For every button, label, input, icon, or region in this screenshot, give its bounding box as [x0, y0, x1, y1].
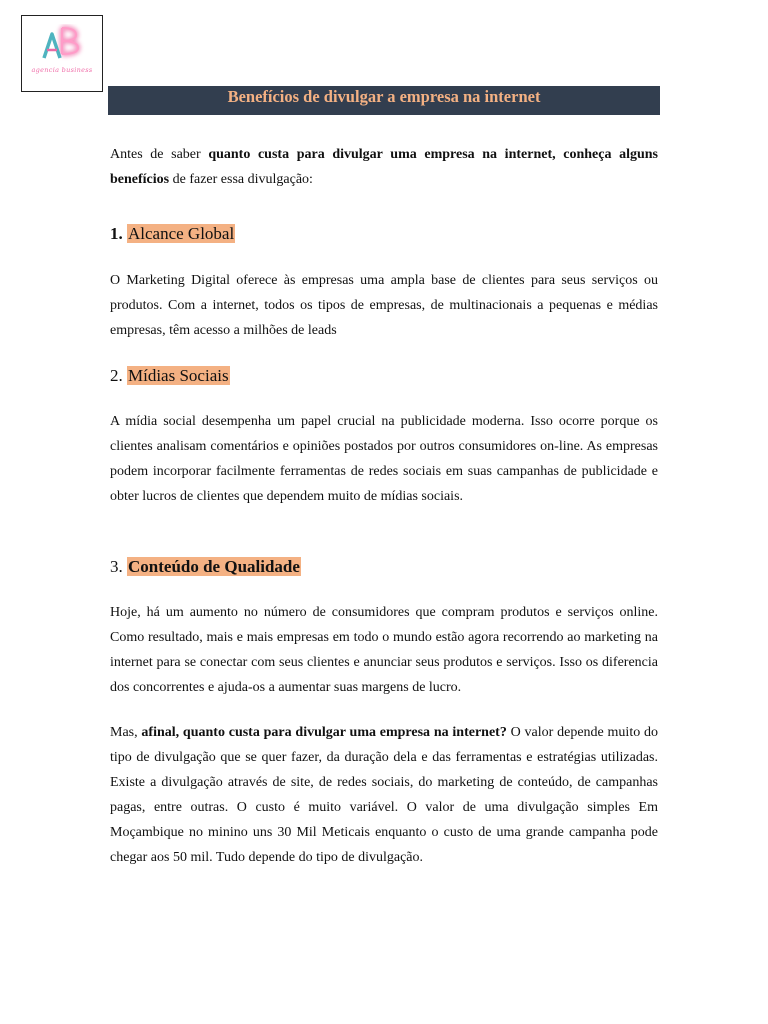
logo [21, 15, 103, 92]
page-title: Benefícios de divulgar a empresa na internet [108, 86, 660, 115]
logo-caption: agencia business [31, 66, 93, 74]
section-3-body: Hoje, há um aumento no número de consumidores que compram produtos e serviços online. Como resultado, mais e mais empresas em todo o mundo estão agora recorrendo ao marketing na internet para se conectar com seus clientes e anunciar seus produtos e serviços. Isso os diferencia dos concorrentes e ajuda-os a aumentar suas margens de lucro. [110, 605, 658, 695]
closing-text: Mas, [110, 725, 142, 740]
intro-text-end: de fazer essa divulgação: [169, 172, 313, 187]
section-3-number: 3. [110, 557, 127, 576]
section-2-body: A mídia social desempenha um papel crucial na publicidade moderna. Isso ocorre porque os clientes analisam comentários e opiniões postados por outros consumidores on-line. As empresas podem incorporar facilmente ferramentas de redes sociais em suas campanhas de publicidade e obter lucros de clientes que dependem muito de mídias sociais. [110, 414, 658, 504]
section-1-heading [110, 223, 235, 245]
section-2-heading [110, 365, 230, 387]
closing-bold: afinal, quanto custa para divulgar uma empresa na internet? [141, 725, 507, 740]
intro-bold: quanto custa para divulgar uma empresa na internet, conheça alguns benefícios [110, 147, 658, 187]
closing-paragraph [110, 720, 658, 870]
section-1-number: 1. [110, 224, 127, 243]
section-2-title: Mídias Sociais [128, 366, 229, 385]
closing-text-end: O valor depende muito do tipo de divulgação que se quer fazer, da duração dela e das ferramentas e estratégias utilizadas. Existe a divulgação através de site, de redes sociais, do marketing de conteúdo, de campanhas pagas, entre outras. O custo é muito variável. O valor de uma divulgação simples Em Moçambique no minino uns 30 Mil Meticais enquanto o custo de uma grande campanha pode chegar aos 50 mil. Tudo depende do tipo de divulgação. [110, 725, 658, 865]
intro-text: Antes de saber [110, 147, 209, 162]
section-3-heading [110, 556, 301, 578]
section-1-body: O Marketing Digital oferece às empresas uma ampla base de clientes para seus serviços ou produtos. Com a internet, todos os tipos de empresas, de multinacionais a pequenas e médias empresas, têm acesso a milhões de leads [110, 273, 658, 338]
section-2-number: 2. [110, 366, 127, 385]
logo-mark-icon [38, 24, 88, 66]
intro-paragraph [110, 142, 658, 192]
section-3-title: Conteúdo de Qualidade [128, 557, 300, 576]
section-1-title: Alcance Global [128, 224, 235, 243]
